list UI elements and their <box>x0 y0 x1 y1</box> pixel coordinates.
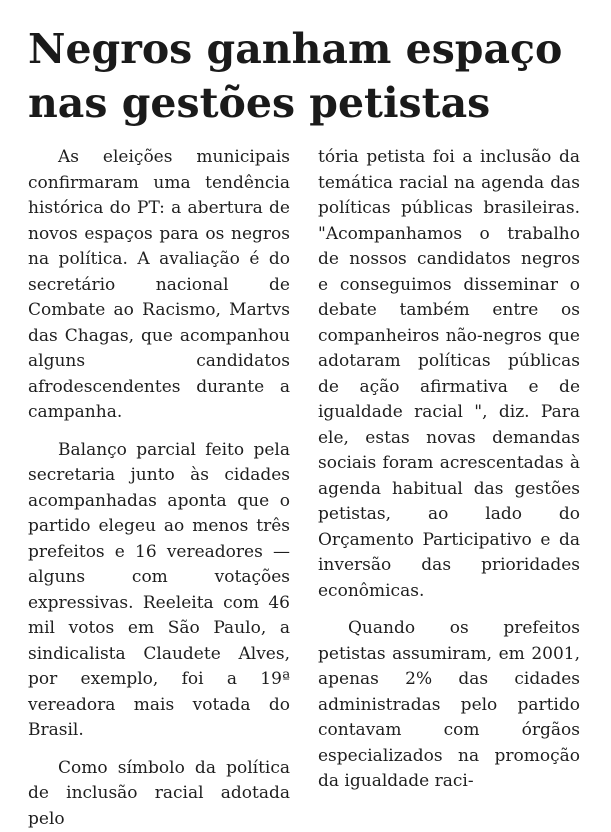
paragraph: tória petista foi a inclusão da temática racial na agenda das políticas públicas brasileiras. "Acompanhamos o trabalho de nossos candidatos negros e conseguimos disseminar o debate também entre os companheiros não-negros que adotaram políticas públicas de ação afirmativa e de igualdade racial ", diz. Para ele, estas novas demandas sociais foram acrescentadas à agenda habitual das gestões petistas, ao lado do Orçamento Participativo e da inversão das prioridades econômicas. <box>318 145 580 604</box>
headline-line-2: nas gestões petistas <box>28 76 598 130</box>
headline-line-1: Negros ganham espaço <box>28 22 598 76</box>
paragraph: Como símbolo da política de inclusão racial adotada pelo <box>28 756 290 832</box>
article-column-right <box>318 145 580 795</box>
headline <box>28 22 598 130</box>
paragraph: Balanço parcial feito pela secretaria junto às cidades acompanhadas aponta que o partido elegeu ao menos três prefeitos e 16 vereadores — alguns com votações expressivas. Reeleita com 46 mil votos em São Paulo, a sindicalista Claudete Alves, por exemplo, foi a 19ª vereadora mais votada do Brasil. <box>28 438 290 744</box>
paragraph: As eleições municipais confirmaram uma tendência histórica do PT: a abertura de novos espaços para os negros na política. A avaliação é do secretário nacional de Combate ao Racismo, Martvs das Chagas, que acompanhou alguns candidatos afrodescendentes durante a campanha. <box>28 145 290 426</box>
paragraph: Quando os prefeitos petistas assumiram, em 2001, apenas 2% das cidades administradas pelo partido contavam com órgãos especializados na promoção da igualdade raci- <box>318 616 580 795</box>
article-column-left <box>28 145 290 832</box>
